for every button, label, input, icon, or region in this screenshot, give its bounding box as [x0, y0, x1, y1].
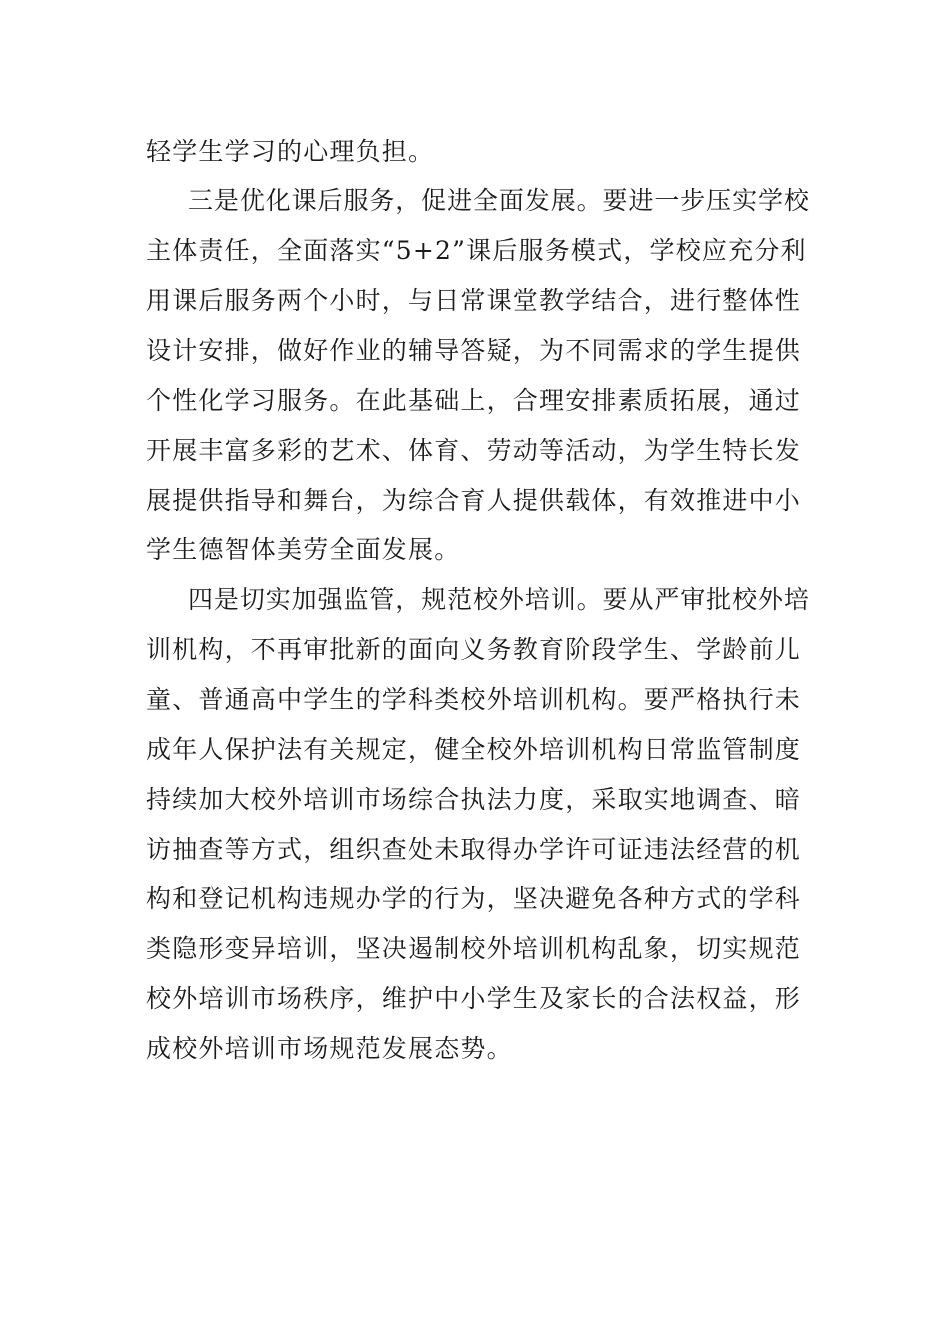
text-line: 类隐形变异培训，坚决遏制校外培训机构乱象，切实规范 [146, 934, 802, 963]
text-line: 构和登记机构违规办学的行为，坚决避免各种方式的学科 [146, 884, 802, 913]
text-line: 轻学生学习的心理负担。 [146, 137, 435, 166]
text-line: 成年人保护法有关规定，健全校外培训机构日常监管制度 [146, 735, 802, 764]
text-line: 主体责任，全面落实“5+2”课后服务模式，学校应充分利 [146, 236, 807, 265]
text-line: 个性化学习服务。在此基础上，合理安排素质拓展，通过 [146, 386, 802, 415]
text-line: 持续加大校外培训市场综合执法力度，采取实地调查、暗 [146, 785, 802, 814]
text-line: 成校外培训市场规范发展态势。 [146, 1034, 513, 1063]
text-line: 设计安排，做好作业的辅导答疑，为不同需求的学生提供 [146, 336, 802, 365]
text-line: 童、普通高中学生的学科类校外培训机构。要严格执行未 [146, 685, 802, 714]
text-line: 开展丰富多彩的艺术、体育、劳动等活动，为学生特长发 [146, 436, 802, 465]
text-line: 访抽查等方式，组织查处未取得办学许可证违法经营的机 [146, 835, 802, 864]
text-line: 校外培训市场秩序，维护中小学生及家长的合法权益，形 [146, 984, 802, 1013]
text-line: 展提供指导和舞台，为综合育人提供载体，有效推进中小 [146, 486, 802, 515]
text-line: 学生德智体美劳全面发展。 [146, 535, 461, 564]
paragraph-3-start: 三是优化课后服务，促进全面发展。要进一步压实学校 [188, 186, 810, 215]
text-line: 用课后服务两个小时，与日常课堂教学结合，进行整体性 [146, 286, 802, 315]
paragraph-4-start: 四是切实加强监管，规范校外培训。要从严审批校外培 [188, 585, 810, 614]
text-line: 训机构，不再审批新的面向义务教育阶段学生、学龄前儿 [146, 635, 802, 664]
